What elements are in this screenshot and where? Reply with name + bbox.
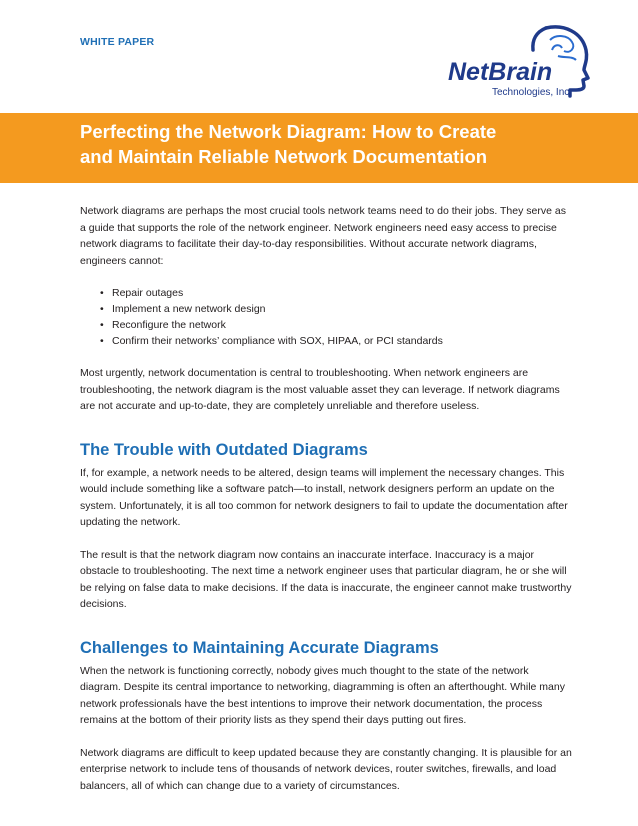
title-line-2: and Maintain Reliable Network Documentation: [80, 146, 488, 167]
section1-paragraph-2: The result is that the network diagram now contains an inaccurate interface. Inaccuracy is a major obstacle to troubleshooting. The next time a network engineer uses that particular diagram, he or she will be relying on false data to make decisions. If the data is inaccurate, the engineer cannot make trustworthy decisions.: [80, 548, 572, 610]
company-logo: [446, 20, 596, 100]
section-heading-challenges: Challenges to Maintaining Accurate Diagrams: [80, 638, 439, 657]
title-line-1: Perfecting the Network Diagram: How to Create: [80, 121, 497, 142]
troubleshooting-paragraph: Most urgently, network documentation is central to troubleshooting. When network engineers are troubleshooting, the network diagram is the most valuable asset they can leverage. If network diagrams are not accurate and up-to-date, they are completely unreliable and therefore useless.: [80, 367, 560, 412]
list-item: • Implement a new network design: [100, 301, 572, 317]
list-item: • Confirm their networks’ compliance with SOX, HIPAA, or PCI standards: [100, 333, 572, 349]
intro-paragraph: Network diagrams are perhaps the most crucial tools network teams need to do their jobs. They serve as a guide that supports the role of the network engineer. Network engineers need easy access to precise network diagrams to facilitate their day-to-day responsibilities. Without accurate network diagrams, engineers cannot:: [80, 205, 566, 267]
logo-sub-text: Technologies, Inc.: [492, 87, 573, 98]
section2-paragraph-1: When the network is functioning correctly, nobody gives much thought to the state of the network diagram. Despite its central importance to networking, diagramming is often an afterthought. While many network professionals have the best intentions to improve their network documentation, the process remains at the bottom of their priority lists as they spend their days putting out fires.: [80, 664, 565, 726]
list-item: • Repair outages: [100, 285, 572, 301]
capabilities-list: [80, 285, 572, 349]
section-heading-outdated: The Trouble with Outdated Diagrams: [80, 440, 368, 459]
list-item: • Reconfigure the network: [100, 317, 572, 333]
document-type-label: WHITE PAPER: [80, 36, 155, 48]
section2-paragraph-2: Network diagrams are difficult to keep updated because they are constantly changing. It is plausible for an enterprise network to include tens of thousands of network devices, router switches, firewalls, and load balancers, all of which can change due to a variety of circumstances.: [80, 746, 572, 792]
logo-brand-text: NetBrain: [448, 58, 553, 86]
section1-paragraph-1: If, for example, a network needs to be altered, design teams will implement the necessary changes. This would include something like a software patch—to install, network designers perform an update on the system. Unfortunately, it is all too common for network designers to fail to update the documentation after updating the network.: [80, 466, 568, 528]
logo-wordmark: [446, 20, 596, 100]
document-body: [80, 203, 572, 810]
document-title: [80, 119, 620, 169]
